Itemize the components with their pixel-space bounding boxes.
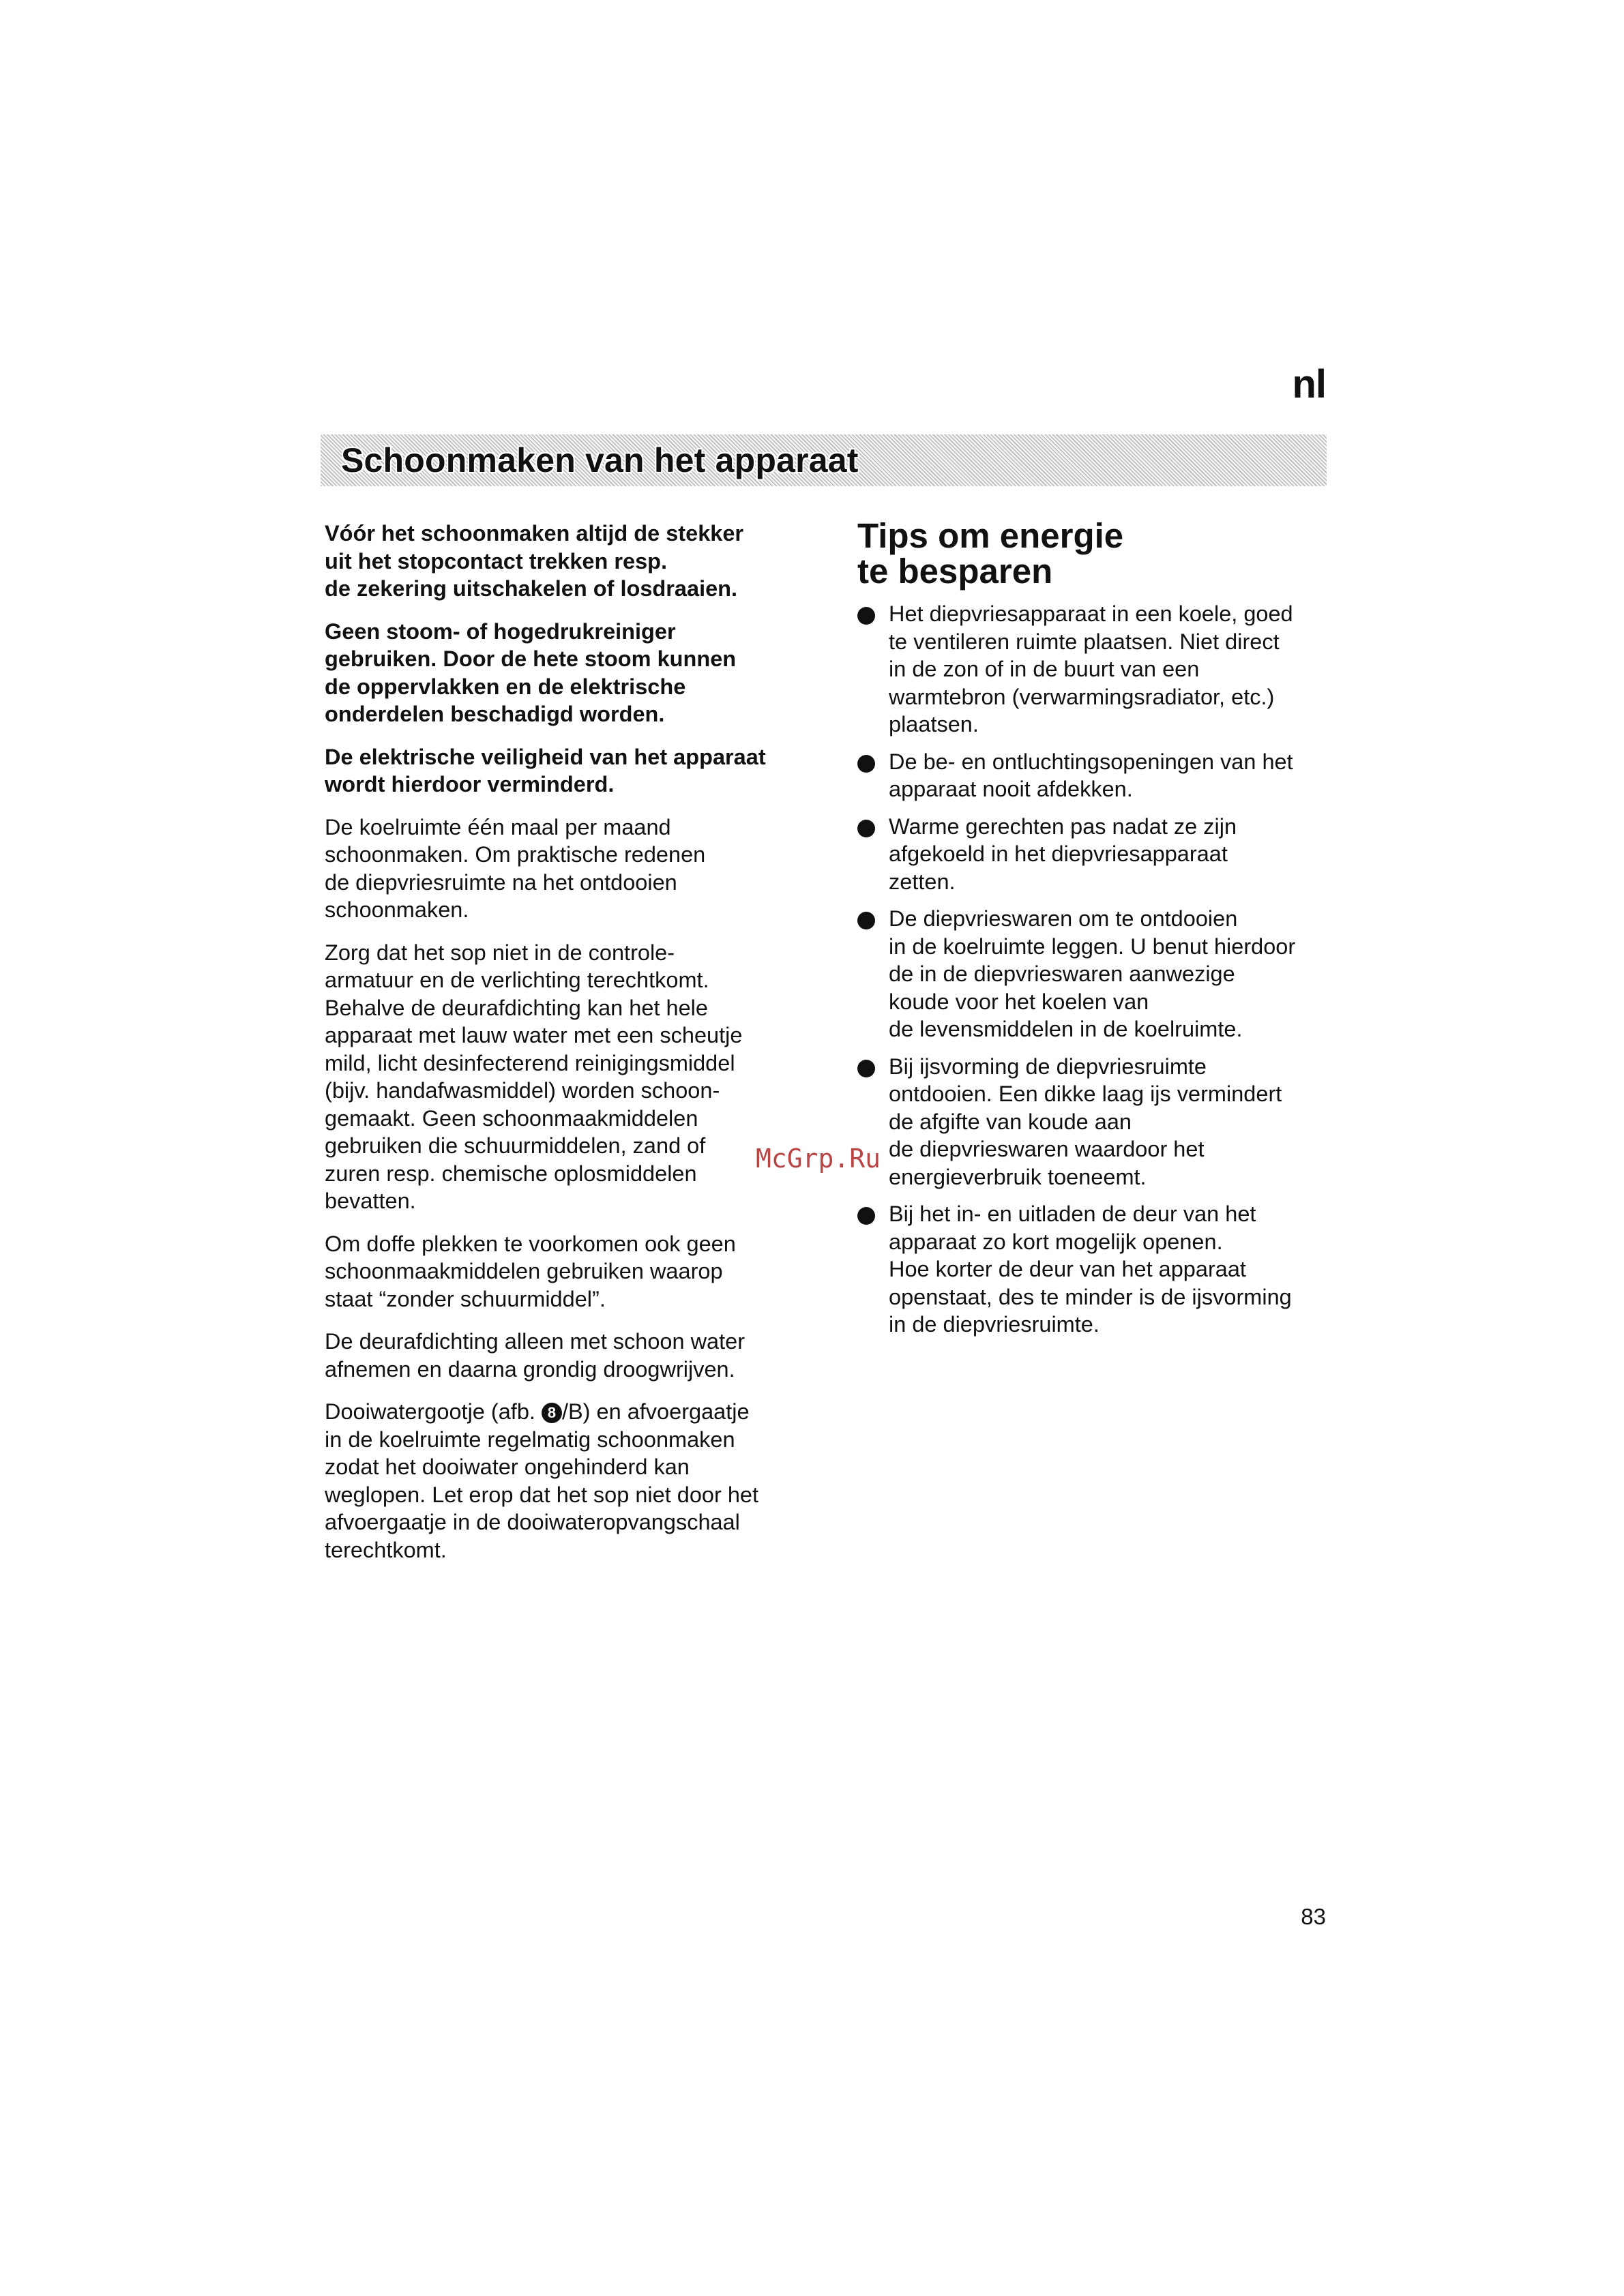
section-title-bar bbox=[321, 434, 1327, 486]
paragraph-cleaning-method: Zorg dat het sop niet in de controle- armatuur en de verlichting terechtkomt. Behalve de deurafdichting kan het hele apparaat met lauw water met een scheutje mild, licht desinfecterend reinigingsmiddel (bijv. handafwasmiddel) worden schoon- gemaakt. Geen schoonmaakmiddelen gebruiken die schuurmiddelen, zand of zuren resp. chemische oplosmiddelen bevatten. bbox=[325, 940, 743, 1213]
drain-text-start: Dooiwatergootje (afb. bbox=[325, 1399, 542, 1424]
list-item bbox=[857, 600, 1335, 739]
energy-tips-heading: Tips om energie te besparen bbox=[857, 516, 1124, 591]
energy-tips-list bbox=[857, 600, 1335, 1339]
bullet-icon bbox=[857, 1207, 875, 1225]
paragraph-door-seal: De deurafdichting alleen met schoon water afnemen en daarna grondig droogwrijven. bbox=[325, 1329, 745, 1382]
left-column bbox=[325, 520, 816, 1579]
paragraph-steam-warning: Geen stoom- of hogedrukreiniger gebruiken. Door de hete stoom kunnen de oppervlakken en de elektrische onderdelen beschadigd worden. bbox=[325, 618, 737, 726]
paragraph-dull-spots: Om doffe plekken te voorkomen ook geen schoonmaakmiddelen gebruiken waarop staat “zonder schuurmiddel”. bbox=[325, 1231, 736, 1311]
tip-text: De be- en ontluchtingsopeningen van het apparaat nooit afdekken. bbox=[889, 749, 1293, 801]
tip-text: De diepvrieswaren om te ontdooien in de koelruimte leggen. U benut hierdoor de in de diepvrieswaren aanwezige koude voor het koelen van de levensmiddelen in de koelruimte. bbox=[889, 906, 1296, 1041]
paragraph-drain-channel bbox=[325, 1398, 816, 1564]
section-title: Schoonmaken van het apparaat bbox=[341, 441, 859, 479]
list-item bbox=[857, 1053, 1335, 1191]
tip-text: Bij ijsvorming de diepvriesruimte ontdooien. Een dikke laag ijs vermindert de afgifte van koude aan de diepvrieswaren waardoor het energieverbruik toeneemt. bbox=[889, 1054, 1282, 1189]
list-item bbox=[857, 1200, 1335, 1339]
paragraph-cleaning-frequency: De koelruimte één maal per maand schoonmaken. Om praktische redenen de diepvriesruimte na het ontdooien schoonmaken. bbox=[325, 814, 706, 922]
page-number: 83 bbox=[1301, 1904, 1326, 1929]
bullet-icon bbox=[857, 820, 875, 837]
figure-number-icon: 8 bbox=[542, 1403, 562, 1423]
list-item bbox=[857, 748, 1335, 803]
list-item bbox=[857, 813, 1335, 896]
bullet-icon bbox=[857, 607, 875, 625]
language-tag: nl bbox=[1292, 362, 1326, 406]
tip-text: Het diepvriesapparaat in een koele, goed te ventileren ruimte plaatsen. Niet direct in de zon of in de buurt van een warmtebron (verwarmingsradiator, etc.) plaatsen. bbox=[889, 601, 1293, 736]
tip-text: Warme gerechten pas nadat ze zijn afgekoeld in het diepvriesapparaat zetten. bbox=[889, 814, 1237, 894]
bullet-icon bbox=[857, 755, 875, 773]
bullet-icon bbox=[857, 912, 875, 929]
paragraph-safety-warning: De elektrische veiligheid van het apparaat wordt hierdoor verminderd. bbox=[325, 744, 766, 796]
paragraph-unplug-warning: Vóór het schoonmaken altijd de stekker uit het stopcontact trekken resp. de zekering uitschakelen of losdraaien. bbox=[325, 521, 744, 601]
list-item bbox=[857, 905, 1335, 1043]
bullet-icon bbox=[857, 1060, 875, 1077]
right-column bbox=[857, 518, 1335, 1348]
drain-text-end: /B) en afvoergaatje in de koelruimte regelmatig schoonmaken zodat het dooiwater ongehinderd kan weglopen. Let erop dat het sop niet door het afvoergaatje in de dooiwateropvangschaal terechtkomt. bbox=[325, 1399, 759, 1562]
tip-text: Bij het in- en uitladen de deur van het apparaat zo kort mogelijk openen. Hoe korter de deur van het apparaat openstaat, des te minder is de ijsvorming in de diepvriesruimte. bbox=[889, 1202, 1292, 1337]
watermark-text: McGrp.Ru bbox=[756, 1144, 881, 1174]
